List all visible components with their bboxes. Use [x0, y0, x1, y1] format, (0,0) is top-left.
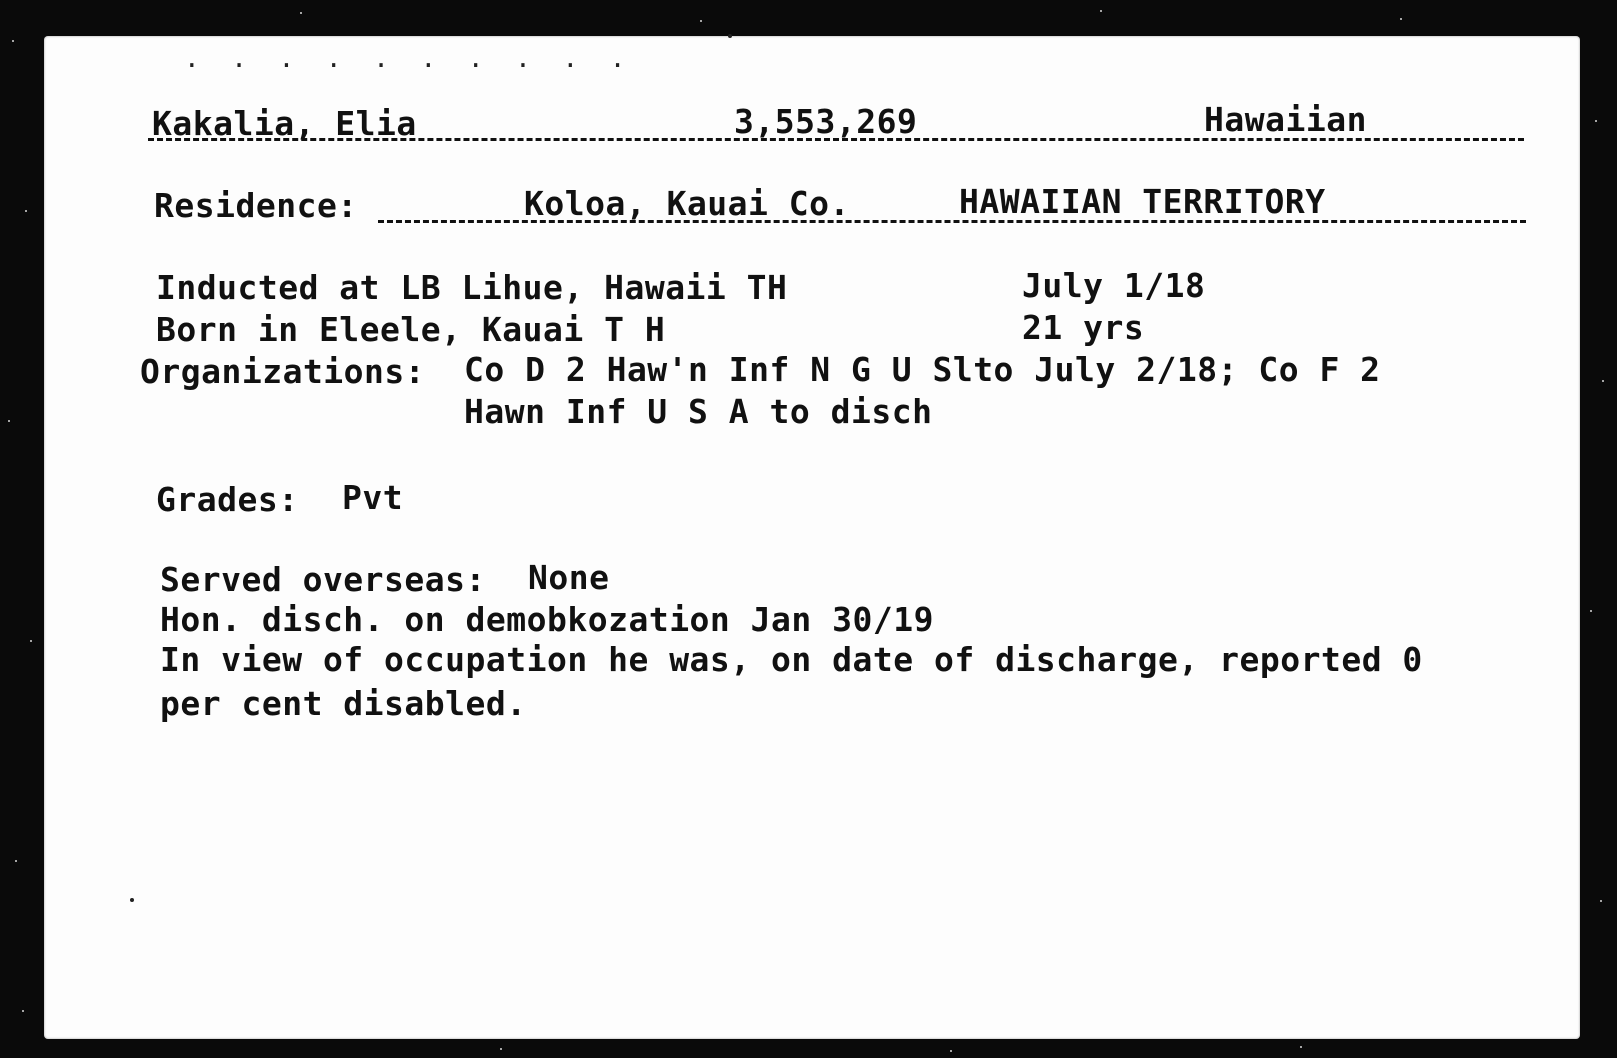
- disability-line-2: per cent disabled.: [160, 684, 527, 723]
- induction-place: Inducted at LB Lihue, Hawaii TH: [156, 268, 788, 307]
- discharge-line: Hon. disch. on demobkozation Jan 30/19: [160, 600, 934, 639]
- served-overseas-label: Served overseas:: [160, 560, 486, 599]
- header-rule: [148, 138, 1524, 141]
- residence-place: Koloa, Kauai Co.: [524, 184, 850, 223]
- race: Hawaiian: [1204, 100, 1367, 139]
- stray-mark: [728, 34, 732, 38]
- residence-territory: HAWAIIAN TERRITORY: [959, 182, 1326, 221]
- disability-line-1: In view of occupation he was, on date of discharge, reported 0: [160, 640, 1423, 679]
- organizations-line-1: Co D 2 Haw'n Inf N G U Slto July 2/18; Co F 2: [464, 350, 1381, 389]
- faint-header-marks: . . . . . . . . . .: [184, 44, 634, 74]
- stray-mark: [130, 898, 134, 902]
- organizations-line-2: Hawn Inf U S A to disch: [464, 392, 933, 431]
- serial-number: 3,553,269: [734, 102, 918, 141]
- induction-date: July 1/18: [1022, 266, 1206, 305]
- served-overseas-value: None: [528, 558, 610, 597]
- birth-place: Born in Eleele, Kauai T H: [156, 310, 666, 349]
- record-card: [44, 36, 1580, 1039]
- age: 21 yrs: [1022, 308, 1145, 347]
- soldier-name: Kakalia, Elia: [152, 104, 417, 143]
- residence-rule: [378, 220, 1526, 223]
- grades-label: Grades:: [156, 480, 299, 519]
- residence-label: Residence:: [154, 186, 358, 225]
- organizations-label: Organizations:: [140, 352, 426, 391]
- grades-value: Pvt: [342, 478, 404, 517]
